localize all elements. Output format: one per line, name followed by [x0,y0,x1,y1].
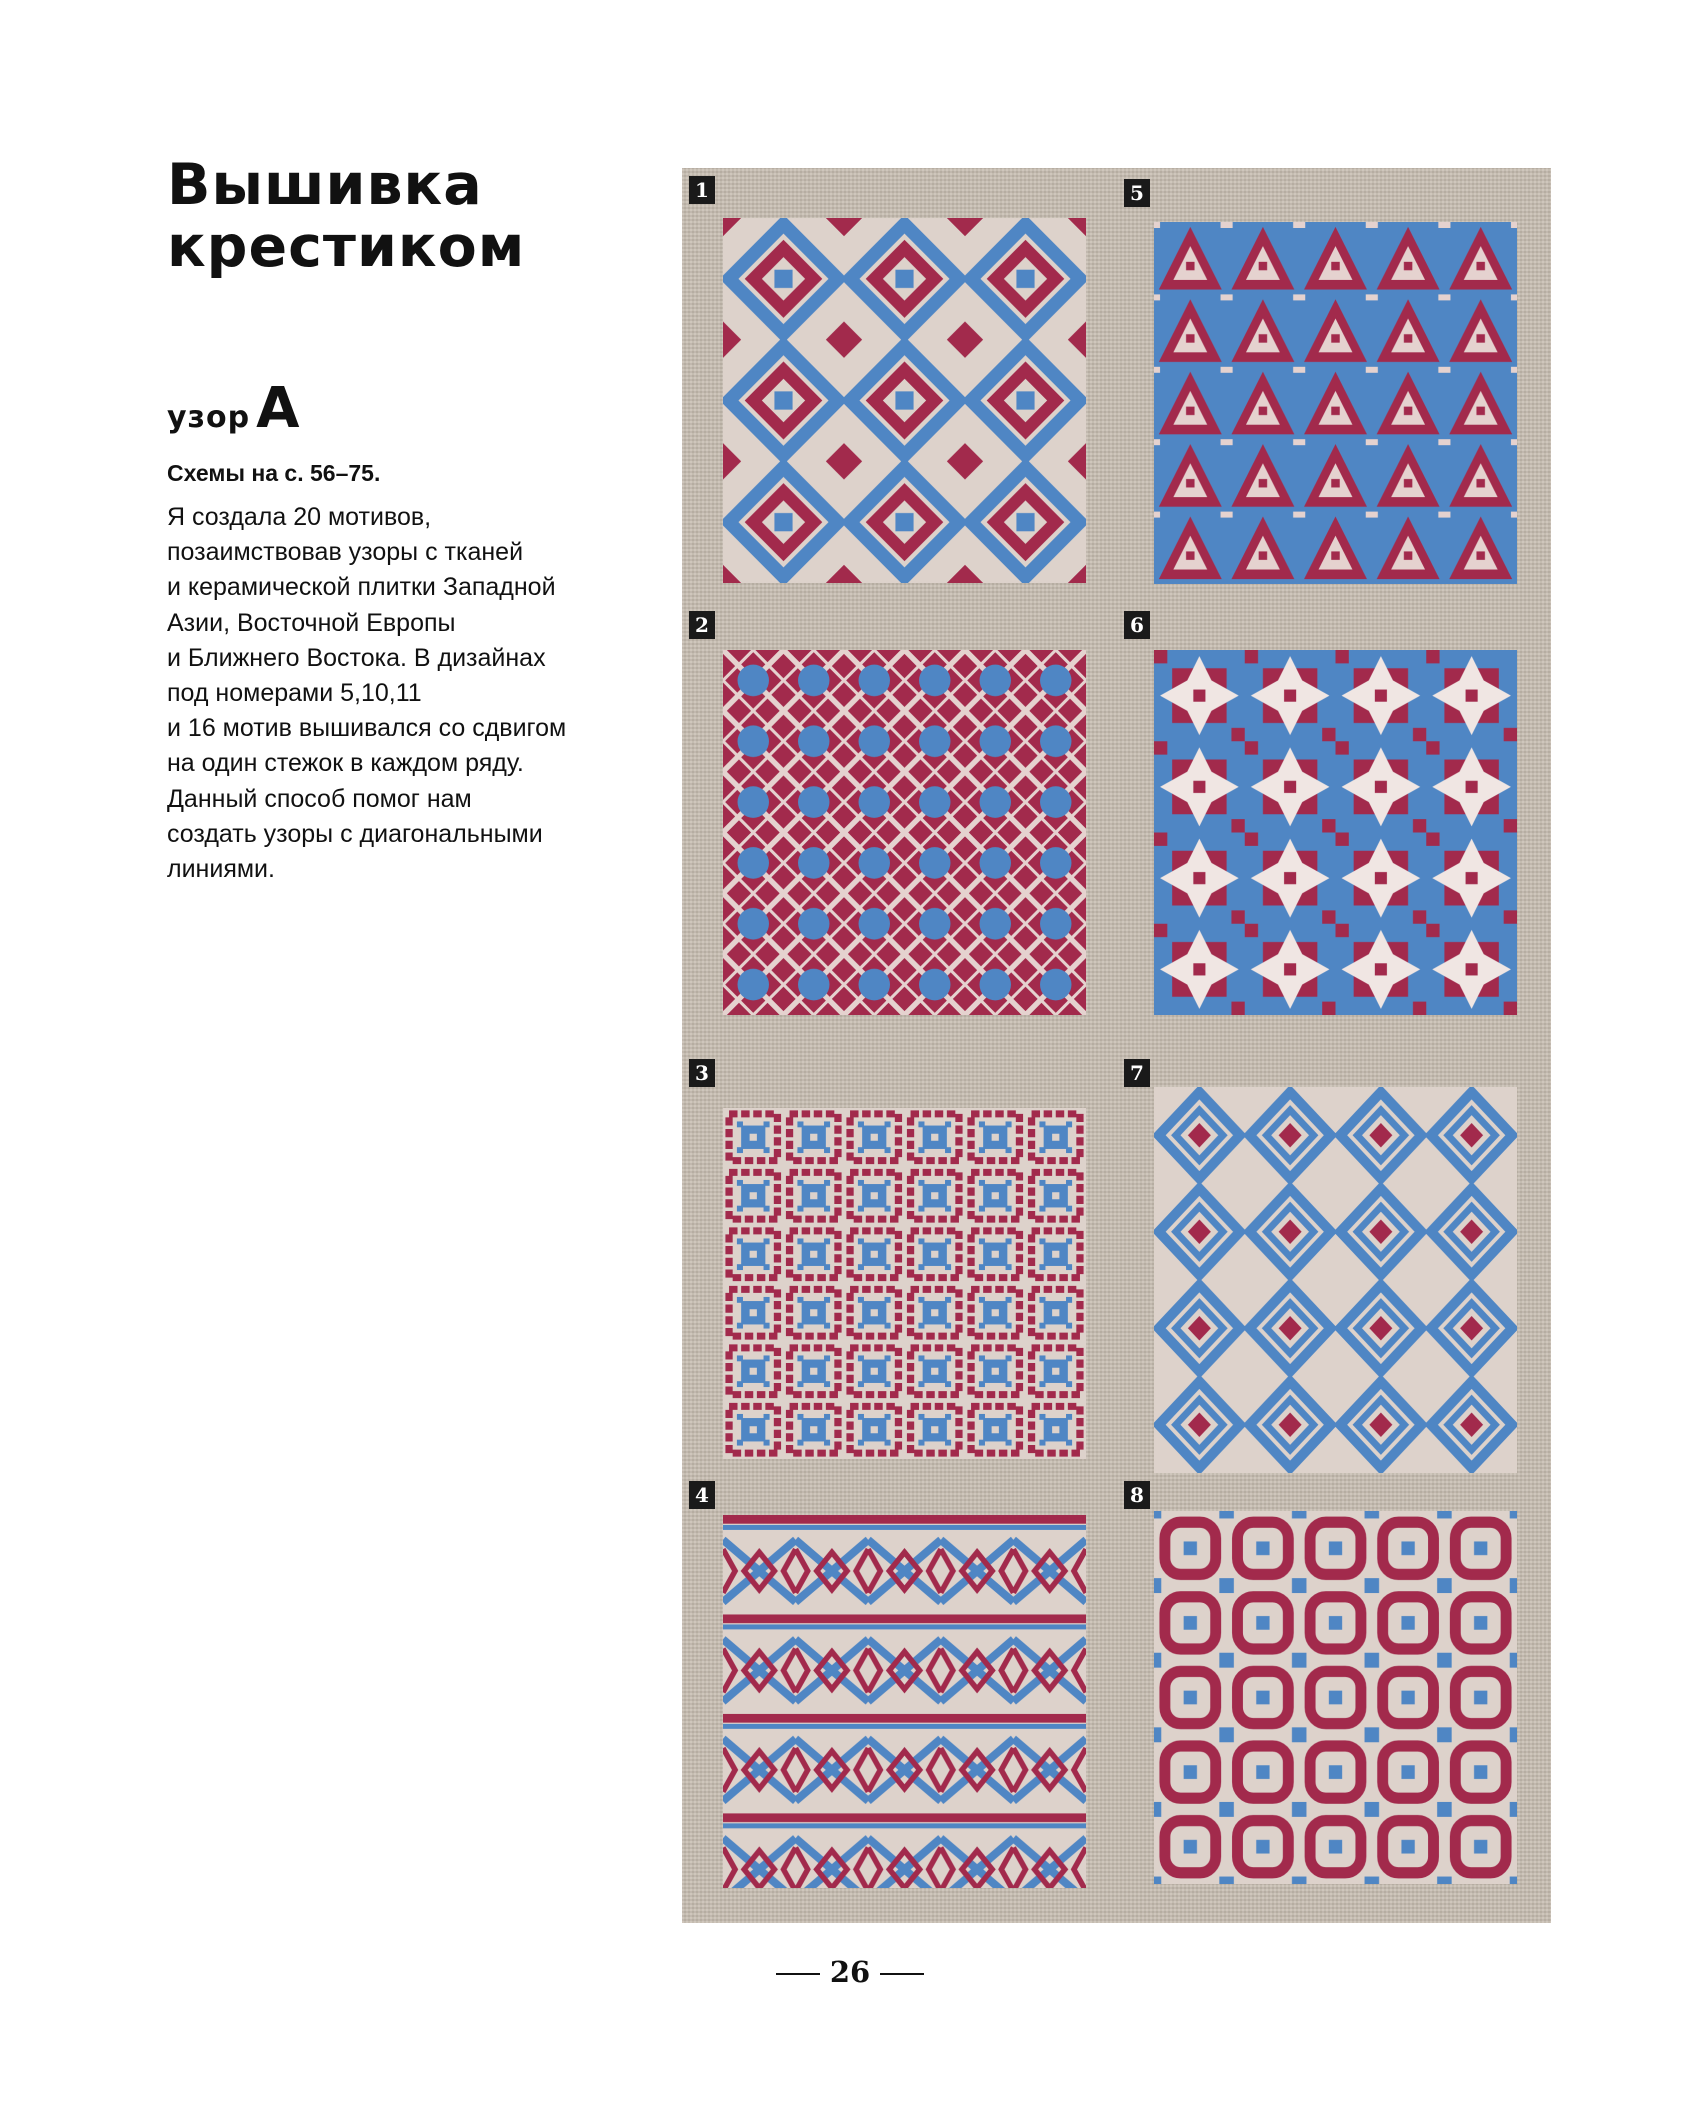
panel-number-7: 7 [1124,1059,1150,1087]
embroidery-photo [682,168,1551,1923]
schemes-reference: Схемы на с. 56–75. [167,460,381,486]
title-line-1: Вышивка [167,152,483,218]
description-line: Я создала 20 мотивов, [167,503,432,531]
motif-lattice-dots [723,650,1086,1015]
description-line: под номерами 5,10,11 [167,679,422,708]
pattern-heading [167,376,299,441]
title-line-2: крестиком [167,213,526,280]
description-line: и 16 мотив вышивался со сдвигом [167,714,567,743]
panel-number-3: 3 [689,1059,715,1087]
motif-diagonal-lattice [1154,1087,1517,1473]
page-number-rule-right [880,1973,924,1975]
pattern-heading-letter: A [256,376,300,441]
panel-number-8: 8 [1124,1481,1150,1509]
motif-crosses-stars [1154,650,1517,1015]
page-number [0,1955,1700,1989]
description [167,500,597,887]
embroidery-panel-4 [723,1515,1086,1888]
page-title [167,152,526,280]
pattern-heading-word: узор [167,400,251,435]
description-line: и Ближнего Востока. В дизайнах [167,643,546,672]
description-line: позаимствовав узоры с тканей [167,538,524,567]
description-line: создать узоры с диагональными [167,819,543,848]
panel-number-2: 2 [689,611,715,639]
embroidery-panel-6 [1154,650,1517,1015]
motif-zigzag-bands [723,1515,1086,1888]
embroidery-panel-7 [1154,1087,1517,1473]
description-line: Азии, Восточной Европы [167,608,456,637]
motif-triangles [1154,222,1517,584]
embroidery-panel-8 [1154,1511,1517,1884]
embroidery-panel-5 [1154,222,1517,584]
description-line: на один стежок в каждом ряду. [167,749,524,778]
page-number-rule-left [776,1973,820,1975]
panel-number-5: 5 [1124,179,1150,207]
motif-diamonds [723,218,1086,583]
motif-squares-grid [723,1108,1086,1459]
embroidery-panel-2 [723,650,1086,1015]
description-line: и керамической плитки Западной [167,573,556,602]
motif-circles-dots [1154,1511,1517,1884]
description-line: линиями. [167,855,275,884]
panel-number-6: 6 [1124,611,1150,639]
embroidery-panel-3 [723,1108,1086,1459]
embroidery-panel-1 [723,218,1086,583]
description-line: Данный способ помог нам [167,784,472,813]
panel-number-1: 1 [689,176,715,204]
panel-number-4: 4 [689,1481,715,1509]
page-number-value: 26 [829,1955,871,1989]
